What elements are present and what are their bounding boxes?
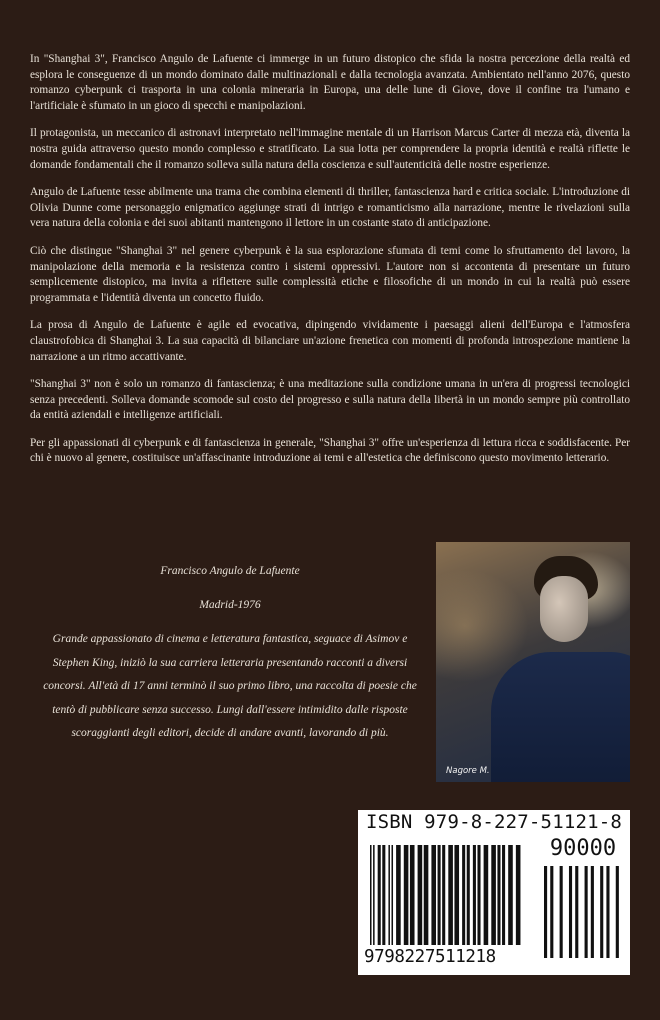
barcode-bar — [438, 845, 441, 945]
barcode-bar — [600, 866, 603, 958]
barcode-bar — [373, 845, 375, 945]
barcode-bar — [477, 845, 480, 945]
addon-barcode-bars — [544, 866, 622, 958]
barcode-bar — [575, 866, 578, 958]
author-city-year: Madrid-1976 — [199, 598, 261, 611]
photo-jacket-shape — [491, 652, 630, 782]
barcode-bar — [448, 845, 453, 945]
isbn-label: ISBN 979-8-227-51121-8 — [365, 811, 623, 833]
barcode-bar — [382, 845, 385, 945]
synopsis-paragraph-3: Angulo de Lafuente tesse abilmente una trama che combina elementi di thriller, fantascienza hard e critica sociale. L'introduzione di Olivia Dunne come personaggio enigmatico aggiunge strati di intrigo e romanticismo alla narrazione, mentre le rivelazioni sulla vera natura della colonia e dei suoi abitanti mantengono il lettore in un costante stato di anticipazione. — [30, 186, 630, 230]
photo-credit: Nagore M. — [446, 766, 490, 776]
synopsis-paragraph-1: In "Shanghai 3", Francisco Angulo de Lafuente ci immerge in un futuro distopico che sfida la nostra percezione della realtà ed esplora le conseguenze di un mondo dominato dalle multinazionali e dalla tecnologia avanzata. Ambientato nell'anno 2076, questo romanzo cyberpunk ci trasporta in una colonia mineraria in Europa, una delle lune di Giove, dove il confine tra l'umano e l'artificiale è sfumato in un gioco di specchi e manipolazioni. — [30, 53, 630, 112]
barcode-bar — [370, 845, 372, 945]
barcode-bar — [473, 845, 476, 945]
author-bio: Grande appassionato di cinema e letteratura fantastica, seguace di Asimov e Stephen King, iniziò la sua carriera letteraria presentando racconti a diversi concorsi. All'età di 17 anni terminò il suo primo libro, una raccolta di poesie che tentò di pubblicare senza successo. Lungi dall'essere intimidito dalle risposte scoraggianti degli editori, decide di andare avanti, lavorando di più. — [43, 633, 417, 739]
barcode-addon-number: 90000 — [549, 836, 617, 861]
ean-digits: 9798227511218 — [364, 947, 496, 967]
barcode-bar — [404, 845, 409, 945]
barcode-bar — [497, 845, 500, 945]
ean-barcode-bars — [370, 845, 522, 945]
barcode-bar — [442, 845, 445, 945]
barcode-bar — [418, 845, 423, 945]
barcode-bar — [502, 845, 505, 945]
barcode-bar — [560, 866, 563, 958]
barcode-bar — [585, 866, 588, 958]
synopsis — [30, 52, 630, 479]
barcode-bar — [550, 866, 553, 958]
barcode-bar — [516, 845, 521, 945]
barcode-bar — [388, 845, 390, 945]
author-name: Francisco Angulo de Lafuente — [160, 565, 300, 577]
barcode-bar — [484, 845, 489, 945]
barcode-bar — [606, 866, 609, 958]
barcode-bar — [569, 866, 572, 958]
barcode-bar — [462, 845, 465, 945]
synopsis-paragraph-4: Ciò che distingue "Shanghai 3" nel genere cyberpunk è la sua esplorazione sfumata di temi come lo sfruttamento del lavoro, la manipolazione della memoria e la resistenza contro i sistemi oppressivi. L'autore non si accontenta di presentare un futuro semplicemente distopico, ma invita a riflettere sulle complessità etiche e filosofiche di un mondo in cui la realtà può essere programmata e l'identità diventa un concetto fluido. — [30, 244, 630, 304]
barcode-bar — [391, 845, 393, 945]
barcode-bar — [616, 866, 619, 958]
barcode-bar — [544, 866, 547, 958]
synopsis-paragraph-2: Il protagonista, un meccanico di astronavi interpretato nell'immagine mentale di un Harrison Marcus Carter di mezza età, diventa la nostra guida attraverso questo mondo complesso e stratificato. La sua lotta per comprendere la propria identità e realtà riflette le domande fondamentali che il romanzo solleva sulla natura della coscienza e sull'autenticità delle nostre esperienze. — [30, 127, 630, 171]
synopsis-paragraph-7: Per gli appassionati di cyberpunk e di fantascienza in generale, "Shanghai 3" offre un'esperienza di lettura ricca e soddisfacente. Per chi è nuovo al genere, costituisce un'affascinante introduzione ai temi e all'estetica che definiscono questo movimento letterario. — [30, 436, 630, 465]
author-block — [40, 560, 420, 746]
synopsis-paragraph-5: La prosa di Angulo de Lafuente è agile ed evocativa, dipingendo vividamente i paesaggi alieni dell'Europa e l'atmosfera claustrofobica di Shanghai 3. La sua capacità di bilanciare un'azione frenetica con momenti di profonda introspezione mantiene la narrazione a un ritmo accattivante. — [30, 319, 630, 363]
barcode-bar — [454, 845, 459, 945]
synopsis-paragraph-6: "Shanghai 3" non è solo un romanzo di fantascienza; è una meditazione sulla condizione umana in un'era di progressi tecnologici senza precedenti. Solleva domande scomode sul costo del progresso e sulla natura della libertà in un mondo sempre più controllato da entità aziendali e intelligenze artificiali. — [30, 378, 630, 422]
barcode-bar — [396, 845, 401, 945]
barcode-bar — [410, 845, 415, 945]
barcode-box — [358, 810, 630, 975]
barcode-bar — [431, 845, 436, 945]
barcode-bar — [467, 845, 470, 945]
barcode-bar — [424, 845, 429, 945]
barcode-bar — [378, 845, 381, 945]
photo-face-shape — [540, 576, 588, 642]
author-photo — [436, 542, 630, 782]
barcode-bar — [508, 845, 513, 945]
barcode-bar — [491, 845, 496, 945]
barcode-bar — [591, 866, 594, 958]
